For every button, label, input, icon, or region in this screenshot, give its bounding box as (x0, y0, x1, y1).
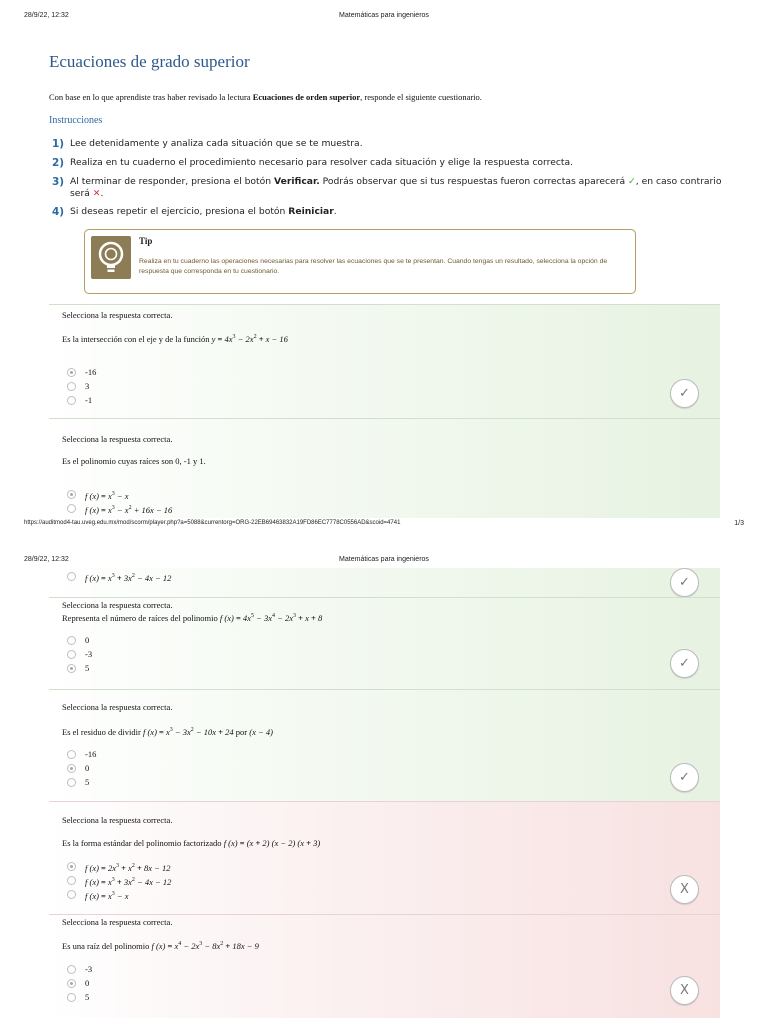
question-instruction: Selecciona la respuesta correcta. (62, 917, 173, 927)
print-header (0, 12, 768, 26)
tip-title: Tip (139, 236, 153, 246)
instruction-item: 4) Si deseas repetir el ejercicio, presiona el botón Reiniciar. (52, 206, 337, 218)
radio-button[interactable] (67, 664, 76, 673)
radio-button[interactable] (67, 862, 76, 871)
answer-option[interactable]: f $(x) = x^3 + 3x^2 - 4x - 12$ (67, 571, 171, 582)
question-card (49, 689, 720, 801)
radio-button[interactable] (67, 368, 76, 377)
print-site-title: Matemáticas para ingenieros (339, 556, 429, 563)
answer-option[interactable]: f $(x) = x^3 - x$ (67, 889, 129, 900)
instructions-heading: Instrucciones (49, 115, 103, 126)
radio-button[interactable] (67, 965, 76, 974)
question-card (49, 801, 720, 914)
page-url: https://auditmod4-tau.uveg.edu.mx/mod/scorm/player.php?a=5088&currentorg=ORG-22EB69463832A19FD86EC7778C0556AD&scoid=4741 (24, 520, 401, 526)
question-card (49, 418, 720, 518)
radio-button[interactable] (67, 650, 76, 659)
result-check-icon[interactable]: ✓ (670, 379, 699, 408)
check-icon: ✓ (628, 176, 636, 187)
answer-option[interactable]: f $(x) = x^3 - x$ (67, 489, 129, 500)
print-date: 28/9/22, 12:32 (24, 556, 69, 563)
question-instruction: Selecciona la respuesta correcta. (62, 815, 173, 825)
radio-button[interactable] (67, 750, 76, 759)
answer-option[interactable]: f $(x) = 2x^3 + x^2 + 8x - 12$ (67, 861, 171, 872)
question-stem: Es el residuo de dividir f $(x) = x^3 - 3x^2 - 10x + 24$ por (x − 4) (62, 727, 273, 737)
reading-title: Ecuaciones de orden superior (252, 92, 361, 102)
tip-box (84, 229, 636, 294)
answer-option[interactable]: 5 (67, 777, 89, 788)
question-stem: Es la intersección con el eje y de la función $y = 4x^3 - 2x^2 + x - 16$ (62, 334, 288, 344)
question-card-continued (49, 568, 720, 598)
question-stem: Es una raíz del polinomio f $(x) = x^4 - 2x^3 - 8x^2 + 18x - 9$ (62, 941, 259, 951)
radio-button[interactable] (67, 490, 76, 499)
answer-option[interactable]: -1 (67, 395, 92, 406)
answer-option[interactable]: -16 (67, 367, 96, 378)
answer-option[interactable]: -3 (67, 649, 92, 660)
radio-button[interactable] (67, 572, 76, 581)
print-date: 28/9/22, 12:32 (24, 12, 69, 19)
answer-option[interactable]: -3 (67, 964, 92, 975)
instruction-item: 1) Lee detenidamente y analiza cada situación que se te muestra. (52, 138, 363, 150)
radio-button[interactable] (67, 764, 76, 773)
cross-icon: ✕ (92, 188, 101, 199)
intro-text: Con base en lo que aprendiste tras haber revisado la lectura Ecuaciones de orden superior, responde el siguiente cuestionario. (49, 92, 482, 102)
answer-option[interactable]: f $(x) = x^3 + 3x^2 - 4x - 12$ (67, 875, 171, 886)
radio-button[interactable] (67, 396, 76, 405)
result-cross-icon[interactable]: X (670, 875, 699, 904)
question-instruction: Selecciona la respuesta correcta. (62, 434, 173, 444)
answer-option[interactable]: 5 (67, 663, 89, 674)
result-check-icon[interactable]: ✓ (670, 568, 699, 597)
result-cross-icon[interactable]: X (670, 976, 699, 1005)
print-site-title: Matemáticas para ingenieros (339, 12, 429, 19)
question-stem: Es la forma estándar del polinomio factorizado f (x) = (x + 2) (x − 2) (x + 3) (62, 838, 321, 848)
question-stem: Representa el número de raíces del polinomio f $(x) = 4x^5 - 3x^4 - 2x^3 + x + 8$ (62, 613, 323, 623)
radio-button[interactable] (67, 778, 76, 787)
answer-option[interactable]: 0 (67, 763, 89, 774)
radio-button[interactable] (67, 890, 76, 899)
answer-option[interactable]: 5 (67, 992, 89, 1003)
result-check-icon[interactable]: ✓ (670, 763, 699, 792)
page-title: Ecuaciones de grado superior (49, 52, 250, 71)
radio-button[interactable] (67, 504, 76, 513)
answer-option[interactable]: 3 (67, 381, 89, 392)
radio-button[interactable] (67, 993, 76, 1002)
print-footer (0, 520, 768, 534)
question-instruction: Selecciona la respuesta correcta. (62, 600, 173, 610)
answer-option[interactable]: f $(x) = x^3 - x^2 + 16x - 16$ (67, 503, 172, 514)
radio-button[interactable] (67, 979, 76, 988)
instruction-item: 3) Al terminar de responder, presiona el botón Verificar. Podrás observar que si tus respuestas fueron correctas aparecerá ✓, en caso contrario será ✕. (52, 176, 722, 199)
radio-button[interactable] (67, 636, 76, 645)
lightbulb-icon (91, 236, 131, 279)
question-instruction: Selecciona la respuesta correcta. (62, 310, 173, 320)
radio-button[interactable] (67, 876, 76, 885)
instruction-item: 2) Realiza en tu cuaderno el procedimiento necesario para resolver cada situación y elige la respuesta correcta. (52, 157, 574, 169)
question-card (49, 304, 720, 418)
page-number: 1/3 (734, 520, 744, 527)
question-card (49, 914, 720, 1018)
answer-option[interactable]: 0 (67, 978, 89, 989)
answer-option[interactable]: 0 (67, 635, 89, 646)
question-instruction: Selecciona la respuesta correcta. (62, 702, 173, 712)
question-card (49, 597, 720, 689)
radio-button[interactable] (67, 382, 76, 391)
result-check-icon[interactable]: ✓ (670, 649, 699, 678)
tip-text: Realiza en tu cuaderno las operaciones necesarias para resolver las ecuaciones que se te presentan. Cuando tengas un resultado, selecciona la opción de respuesta que corresponda en tu cuestionario. (139, 258, 608, 275)
answer-option[interactable]: -16 (67, 749, 96, 760)
question-stem: Es el polinomio cuyas raíces son 0, -1 y 1. (62, 456, 206, 466)
